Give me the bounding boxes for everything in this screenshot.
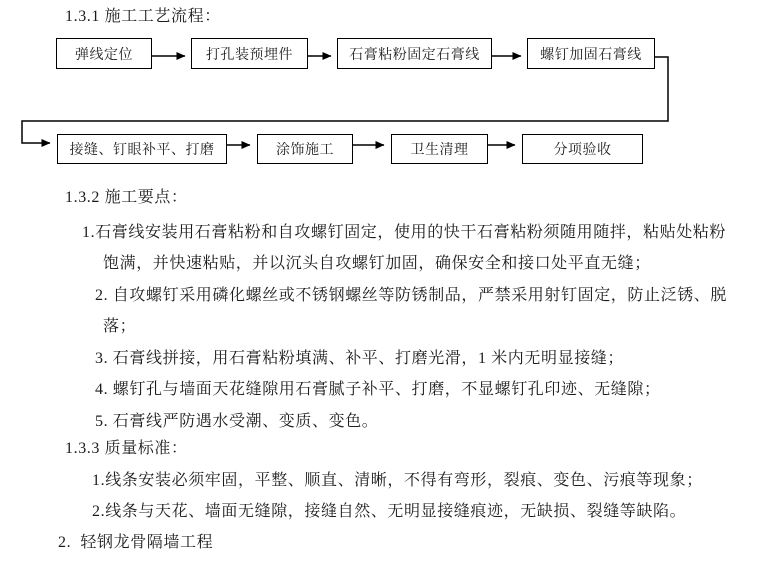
process-flowchart	[0, 0, 780, 180]
point-4: 4. 螺钉孔与墙面天花缝隙用石膏腻子补平、打磨，不显螺钉孔印迹、无缝隙；	[95, 381, 661, 398]
flow-step-drill-embed-parts: 打孔装预埋件	[191, 38, 308, 69]
heading-next-section-light-steel-keel-partition: 2. 轻钢龙骨隔墙工程	[58, 534, 214, 551]
flow-step-plaster-adhesive-fixing: 石膏粘粉固定石膏线	[337, 38, 492, 69]
quality-item-1: 1.线条安装必须牢固，平整、顺直、清晰，不得有弯形，裂痕、变色、污痕等现象；	[92, 472, 703, 489]
point-2-line-2: 落；	[103, 318, 137, 335]
flow-step-painting: 涂饰施工	[257, 134, 353, 164]
point-2-line-1: 2. 自攻螺钉采用磷化螺丝或不锈钢螺丝等防锈制品，严禁采用射钉固定，防止泛锈、脱	[95, 287, 728, 304]
flow-step-subitem-acceptance: 分项验收	[522, 134, 643, 164]
point-5: 5. 石膏线严防遇水受潮、变质、变色。	[95, 413, 379, 430]
quality-item-2: 2.线条与天花、墙面无缝隙，接缝自然、无明显接缝痕迹，无缺损、裂缝等缺陷。	[92, 503, 687, 520]
flow-wrap-connector	[22, 57, 668, 143]
flow-step-cleanup: 卫生清理	[391, 134, 488, 164]
point-3: 3. 石膏线拼接，用石膏粘粉填满、补平、打磨光滑，1 米内无明显接缝；	[95, 350, 625, 367]
flow-step-joint-fill-polish: 接缝、钉眼补平、打磨	[57, 134, 227, 164]
point-1-line-2: 饱满，并快速粘贴，并以沉头自攻螺钉加固，确保安全和接口处平直无缝；	[103, 255, 651, 272]
heading-construction-points: 1.3.2 施工要点：	[65, 189, 188, 206]
flow-step-snap-line-positioning: 弹线定位	[56, 38, 152, 69]
heading-construction-process: 1.3.1 施工工艺流程：	[65, 8, 221, 25]
heading-quality-standard: 1.3.3 质量标准：	[65, 440, 188, 457]
point-1-line-1: 1.石膏线安装用石膏粘粉和自攻螺钉固定，使用的快干石膏粘粉须随用随拌，粘贴处粘粉	[82, 224, 727, 241]
flow-step-screw-reinforce: 螺钉加固石膏线	[527, 38, 655, 69]
